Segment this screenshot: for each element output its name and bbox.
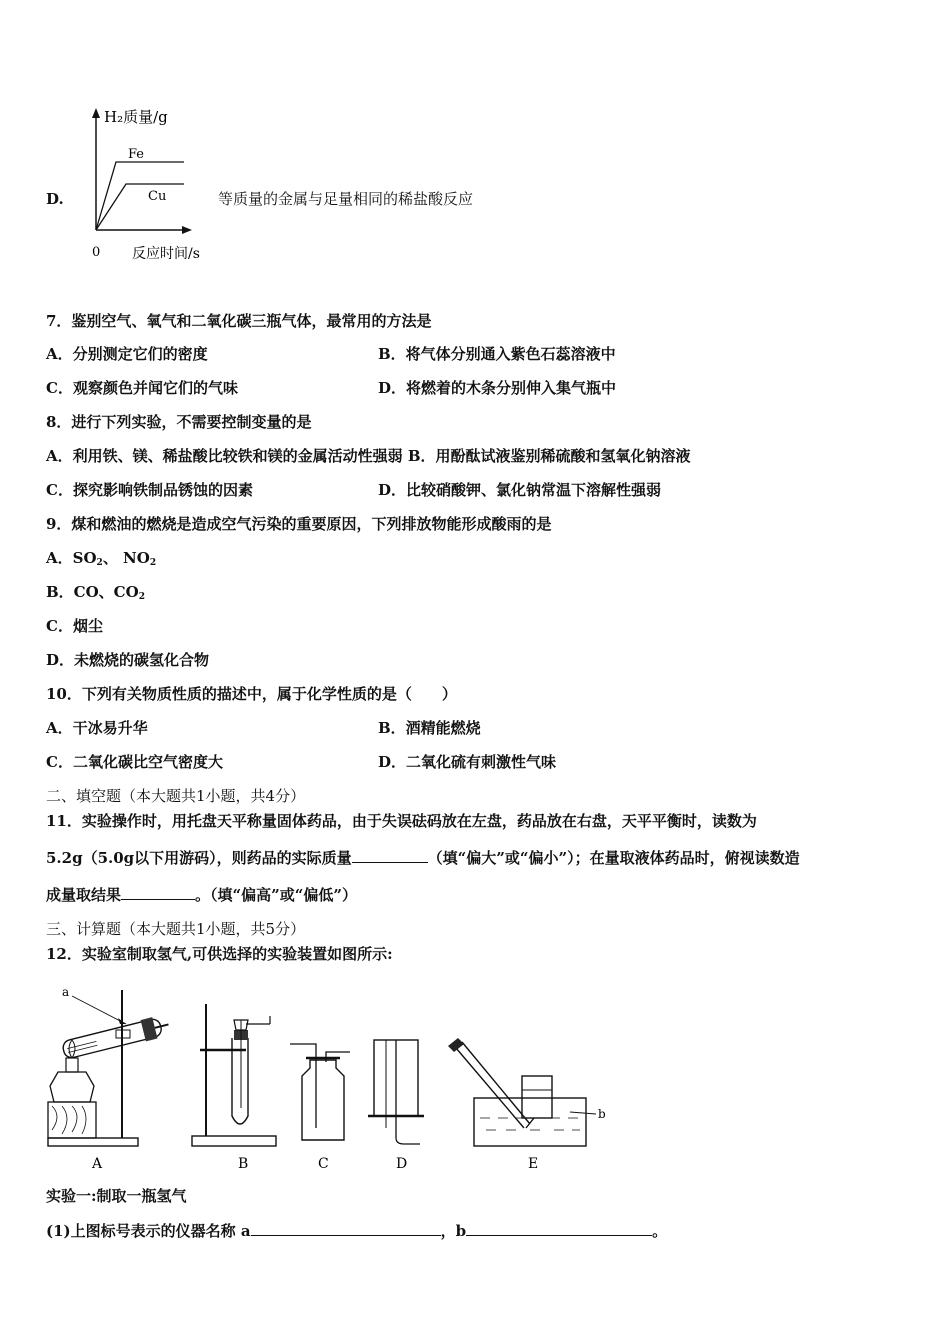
q8-option-ab: A．利用铁、镁、稀盐酸比较铁和镁的金属活动性强弱 B．用酚酞试液鉴别稀硫酸和氢氧化钠溶液	[46, 447, 691, 465]
q11-line1: 11．实验操作时，用托盘天平称量固体药品，由于失误砝码放在左盘，药品放在右盘，天平平衡时，读数为	[46, 812, 757, 830]
q6-option-d-label: D.	[46, 190, 64, 208]
q10-option-c: C．二氧化碳比空气密度大	[46, 753, 223, 771]
q8-option-c: C．探究影响铁制品锈蚀的因素	[46, 481, 253, 499]
q8-option-d: D．比较硝酸钾、氯化钠常温下溶解性强弱	[378, 481, 662, 499]
label-e: E	[528, 1156, 539, 1172]
q10-option-d: D．二氧化硫有刺激性气味	[378, 753, 557, 771]
q12-stem: 12．实验室制取氢气,可供选择的实验装置如图所示:	[46, 945, 393, 963]
fe-label: Fe	[128, 147, 145, 162]
q9-option-b: B．CO、$CO_2$	[46, 583, 145, 602]
graph-xlabel: 反应时间/s	[132, 246, 200, 262]
h2-mass-graph	[80, 100, 220, 270]
label-a: A	[92, 1156, 103, 1172]
apparatus-d	[368, 1040, 424, 1144]
mark-b: b	[598, 1107, 606, 1121]
apparatus-b	[192, 1004, 276, 1146]
q9-option-a: A．$SO_2$、 $NO_2$	[46, 549, 157, 568]
q11-blank-2[interactable]	[121, 885, 195, 900]
q7-option-d: D．将燃着的木条分别伸入集气瓶中	[378, 379, 617, 397]
q11-line2: 5.2g（5.0g以下用游码），则药品的实际质量 （填“偏大”或“偏小”）；在量取液体药品时，俯视读数造	[46, 849, 800, 867]
label-d: D	[396, 1156, 408, 1172]
q9-option-c: C．烟尘	[46, 617, 103, 635]
q12-blank-a[interactable]	[251, 1221, 441, 1236]
q12-blank-b[interactable]	[466, 1221, 652, 1236]
cu-label: Cu	[148, 189, 167, 204]
apparatus-figure	[40, 978, 620, 1178]
apparatus-a	[48, 985, 171, 1146]
q11-line3: 成量取结果 。（填“偏高”或“偏低”）	[46, 886, 358, 904]
q7-option-a: A．分别测定它们的密度	[46, 345, 208, 363]
q7-option-b: B．将气体分别通入紫色石蕊溶液中	[378, 345, 616, 363]
fe-curve	[96, 162, 184, 230]
q10-stem: 10．下列有关物质性质的描述中，属于化学性质的是（ ）	[46, 685, 457, 703]
q12-exp1-heading: 实验一:制取一瓶氢气	[46, 1187, 187, 1205]
q6-option-d-text: 等质量的金属与足量相同的稀盐酸反应	[218, 190, 474, 208]
q7-stem: 7．鉴别空气、氧气和二氧化碳三瓶气体，最常用的方法是	[46, 312, 432, 330]
q9-option-d: D．未燃烧的碳氢化合物	[46, 651, 210, 669]
graph-origin: 0	[92, 245, 101, 260]
apparatus-c	[290, 1044, 350, 1140]
q9-stem: 9．煤和燃油的燃烧是造成空气污染的重要原因，下列排放物能形成酸雨的是	[46, 515, 552, 533]
section-3-heading: 三、计算题（本大题共1小题，共5分）	[46, 920, 306, 938]
cu-curve	[96, 184, 184, 230]
label-c: C	[318, 1156, 329, 1172]
apparatus-e	[448, 1038, 606, 1146]
graph-ylabel: H₂质量/g	[104, 108, 168, 126]
q11-blank-1[interactable]	[352, 848, 428, 863]
q7-option-c: C．观察颜色并闻它们的气味	[46, 379, 238, 397]
mark-a: a	[62, 985, 70, 999]
q12-sub1: (1)上图标号表示的仪器名称 a ，b 。	[46, 1222, 668, 1240]
section-2-heading: 二、填空题（本大题共1小题，共4分）	[46, 787, 306, 805]
q8-stem: 8．进行下列实验，不需要控制变量的是	[46, 413, 312, 431]
q10-option-b: B．酒精能燃烧	[378, 719, 481, 737]
q10-option-a: A．干冰易升华	[46, 719, 148, 737]
label-b: B	[238, 1156, 249, 1172]
